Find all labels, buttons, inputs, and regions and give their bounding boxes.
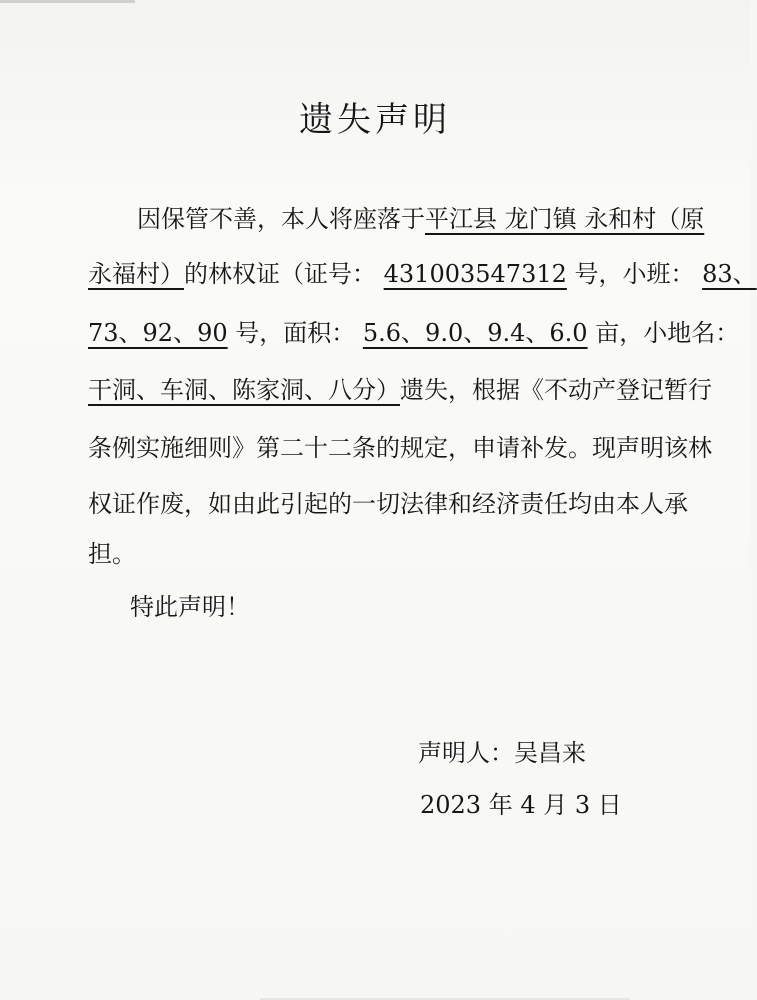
body-line-3 [88,318,739,348]
body-line-6 [88,489,688,519]
scan-edge-top [0,0,135,3]
body-text-6: 权证作废，如由此引起的一切法律和经济责任均由本人承 [88,490,688,518]
body-line-1 [137,204,704,234]
closing-statement: 特此声明！ [130,593,250,621]
declaration-date: 2023 年 4 月 3 日 [420,791,622,819]
body-text-5: 条例实施细则》第二十二条的规定，申请补发。现声明该林 [88,434,712,462]
body-line-5 [88,433,712,463]
body-text-3: 73、92、90 号，面积： 5.6、9.0、9.4、6.0 亩，小地名： [88,319,740,347]
body-text-7: 担。 [88,540,136,568]
body-text-2: 永福村）的林权证（证号： 431003547312 号，小班： 83、 [88,260,757,288]
body-text-1: 因保管不善，本人将座落于平江县 龙门镇 永和村（原 [137,205,705,233]
body-text-4: 干洞、车洞、陈家洞、八分）遗失，根据《不动产登记暂行 [88,376,712,404]
body-line-2 [88,259,757,289]
declarant-name: 声明人：吴昌来 [418,739,586,767]
document-title: 遗失声明 [299,100,451,140]
body-line-7 [88,539,136,569]
body-line-4 [88,375,712,405]
